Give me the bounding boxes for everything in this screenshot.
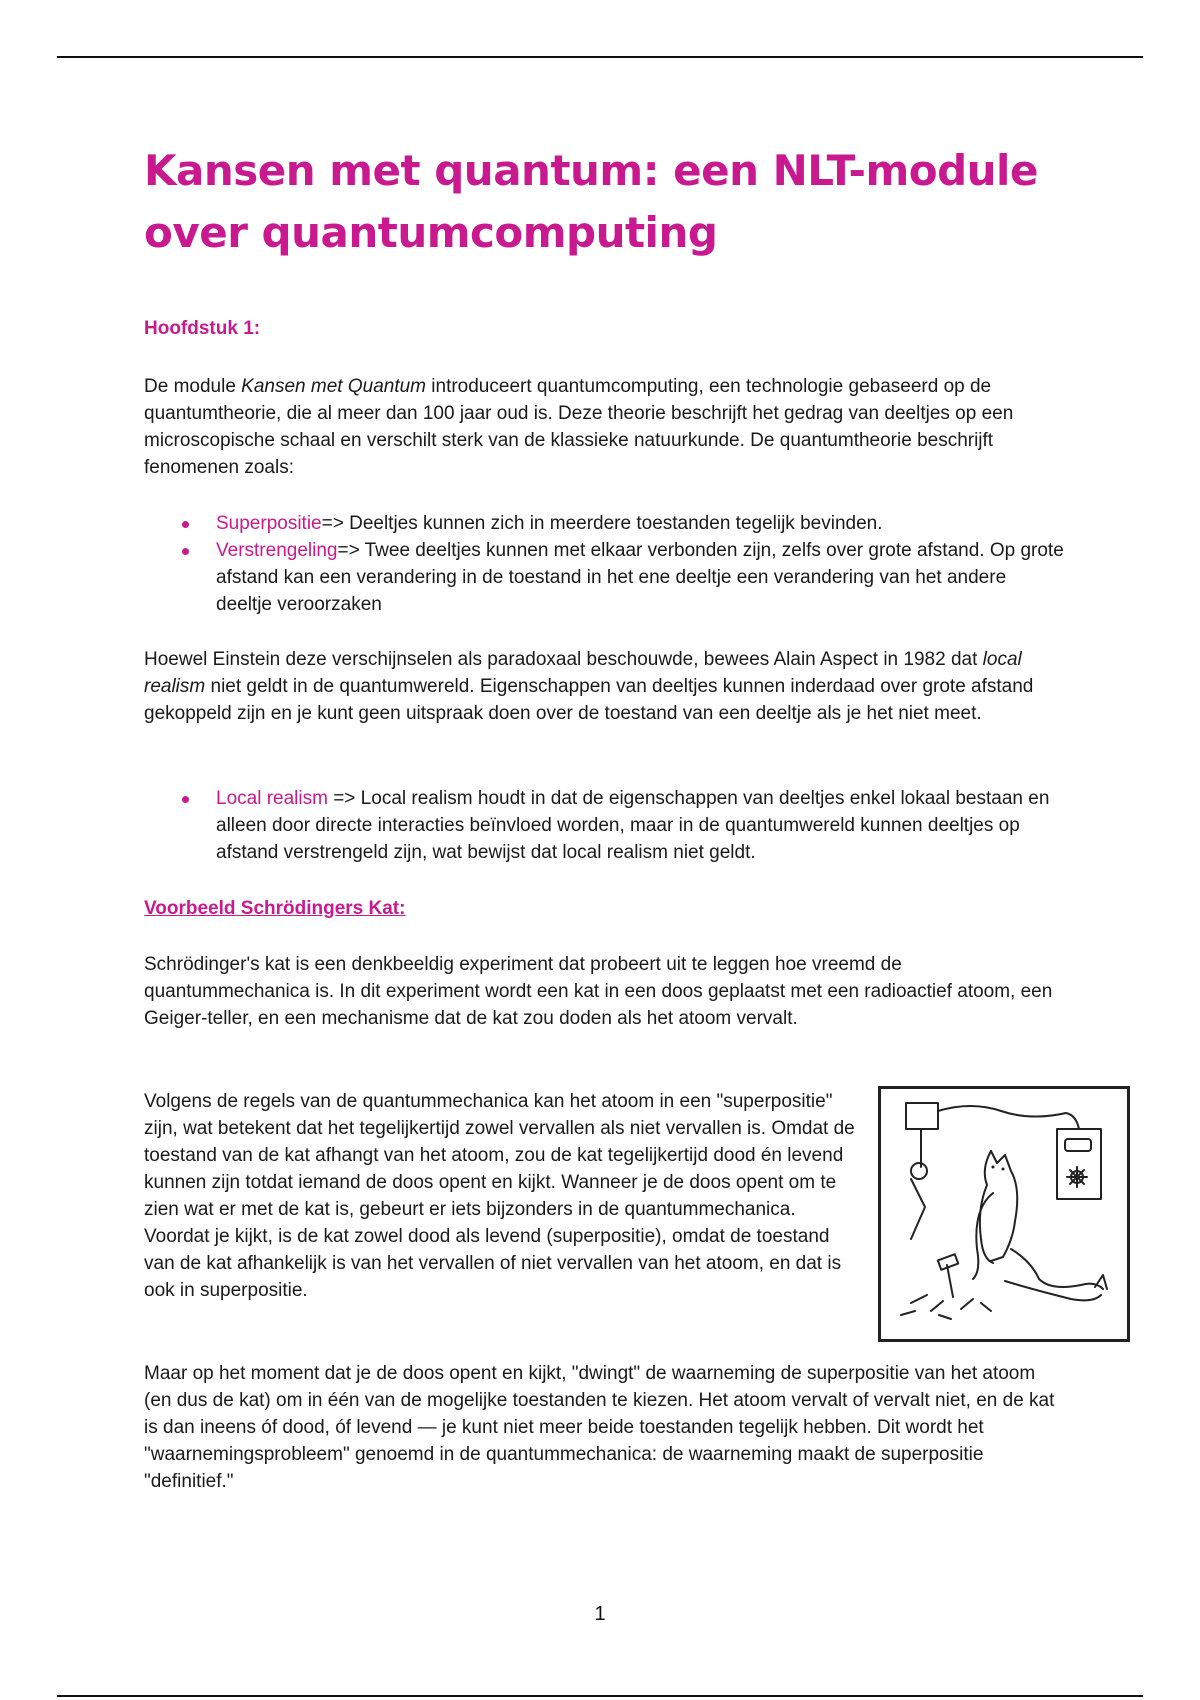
bullet-icon (182, 548, 189, 555)
paragraph-2: Volgens de regels van de quantummechanica kan het atoom in een "superpositie" zijn, wat betekent dat het tegelijkertijd zowel vervallen als niet vervallen is. Omdat de toestand van de kat afhangt van het atoom, zou de kat tegelijkertijd dood én levend kunnen zijn totdat iemand de doos opent en kijkt. Wanneer je de doos opent om te zien wat er met de kat is, gebeurt er iets bijzonders in de quantummechanica. Voordat je kijkt, is de kat zowel dood als levend (superpositie), omdat de toestand van de kat afhankelijk is van het vervallen of niet vervallen van het atoom, en dat is ook in superpositie. (144, 1091, 855, 1301)
local-realism-list (144, 785, 1064, 866)
intro-paragraph (144, 373, 1064, 481)
example-heading: Voorbeeld Schrödingers Kat: (144, 898, 406, 919)
bottom-rule (57, 1695, 1143, 1697)
einstein-text-2: niet geldt in de quantumwereld. Eigenschappen van deeltjes kunnen inderdaad over grote afstand gekoppeld zijn en je kunt geen uitspraak doen over de toestand van een deeltje als je het niet meet. (144, 676, 1034, 724)
term-superpositie: Superpositie (216, 513, 322, 534)
definition-local-realism: => Local realism houdt in dat de eigenschappen van deeltjes enkel lokaal bestaan en alleen door directe interacties beïnvloed worden, maar in de quantumwereld kunnen deeltjes op afstand verstrengeld zijn, wat bewijst dat local realism niet geldt. (216, 788, 1050, 863)
chapter-heading: Hoofdstuk 1: (144, 318, 261, 339)
cat-box-drawing (881, 1089, 1127, 1339)
einstein-paragraph (144, 646, 1064, 727)
paragraph-1: Schrödinger's kat is een denkbeeldig experiment dat probeert uit te leggen hoe vreemd de quantummechanica is. In dit experiment wordt een kat in een doos geplaatst met een radioactief atoom, een Geiger-teller, en een mechanisme dat de kat zou doden als het atoom vervalt. (144, 954, 1053, 1029)
einstein-local-realism: local realism (144, 649, 1022, 697)
top-rule (57, 56, 1143, 58)
definition-superpositie: => Deeltjes kunnen zich in meerdere toestanden tegelijk bevinden. (321, 513, 883, 534)
term-verstrengeling: Verstrengeling (216, 540, 338, 561)
list-item-verstrengeling (144, 537, 1064, 618)
phenomena-list (144, 510, 1064, 618)
bullet-icon (182, 521, 189, 528)
intro-module-name: Kansen met Quantum (241, 376, 426, 397)
page-number: 1 (594, 1603, 606, 1625)
list-item-local-realism (144, 785, 1064, 866)
schrodinger-cat-illustration (878, 1086, 1130, 1342)
term-local-realism: Local realism (216, 788, 328, 809)
bullet-icon (182, 796, 189, 803)
definition-verstrengeling: => Twee deeltjes kunnen met elkaar verbonden zijn, zelfs over grote afstand. Op grote afstand kan een verandering in de toestand in het ene deeltje een verandering van het andere deeltje veroorzaken (216, 540, 1064, 615)
intro-text-2: introduceert quantumcomputing, een technologie gebaseerd op de quantumtheorie, die al meer dan 100 jaar oud is. Deze theorie beschrijft het gedrag van deeltjes op een microscopische schaal en verschilt sterk van de klassieke natuurkunde. De quantumtheorie beschrijft fenomenen zoals: (144, 376, 1014, 478)
page-title: Kansen met quantum: een NLT-module over quantumcomputing (144, 146, 1038, 257)
paragraph-3: Maar op het moment dat je de doos opent en kijkt, "dwingt" de waarneming de superpositie van het atoom (en dus de kat) om in één van de mogelijke toestanden te kiezen. Het atoom vervalt of vervalt niet, en de kat is dan ineens óf dood, óf levend — je kunt niet meer beide toestanden tegelijk hebben. Dit wordt het "waarnemingsprobleem" genoemd in de quantummechanica: de waarneming maakt de superpositie "definitief." (144, 1363, 1055, 1492)
list-item-superpositie (144, 510, 1064, 537)
einstein-text-1: Hoewel Einstein deze verschijnselen als paradoxaal beschouwde, bewees Alain Aspect in 1982 dat (144, 649, 983, 670)
intro-text-1: De module (144, 376, 242, 397)
